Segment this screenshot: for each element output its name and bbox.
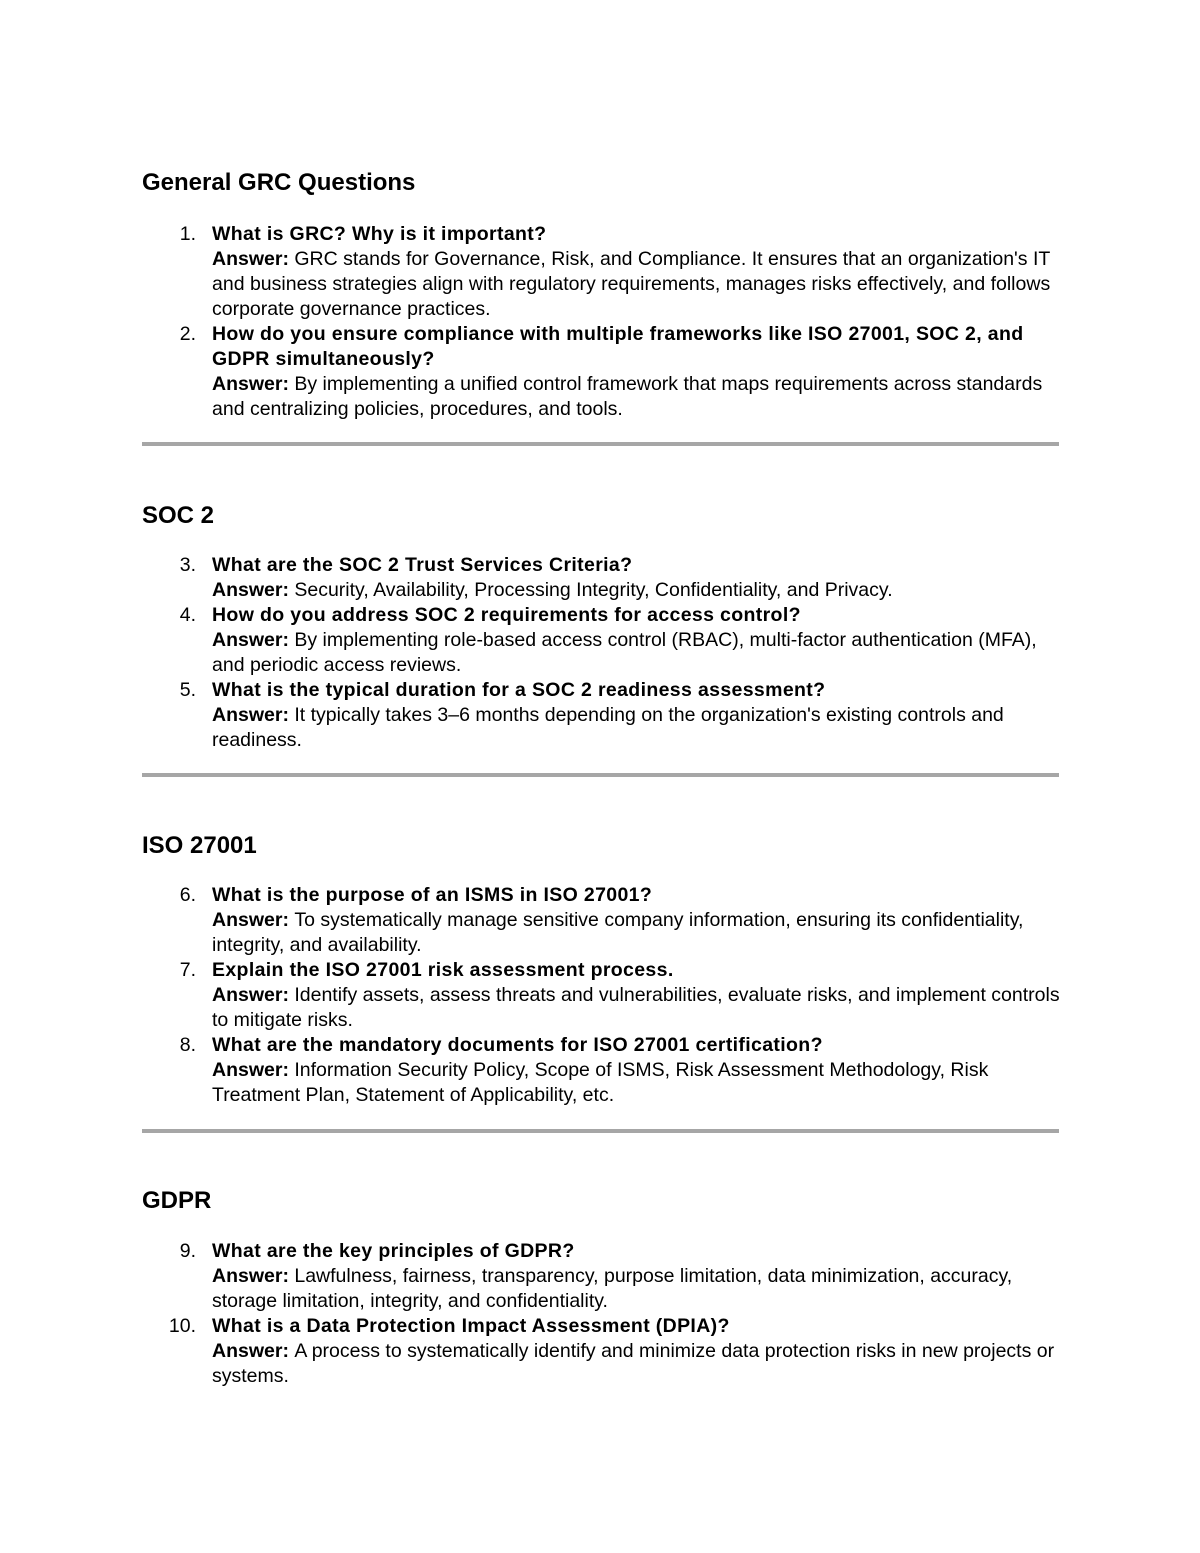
answer-text: Information Security Policy, Scope of ISMS, Risk Assessment Methodology, Risk Treatment Plan, Statement of Applicability, etc. <box>212 1059 989 1106</box>
question-text: What is GRC? Why is it important? <box>212 223 547 245</box>
answer-text: A process to systematically identify and minimize data protection risks in new projects or systems. <box>212 1340 1055 1387</box>
answer-label: Answer: <box>212 629 295 651</box>
question-number: 6. <box>179 884 196 906</box>
question-text: What are the key principles of GDPR? <box>212 1240 575 1262</box>
answer-text: GRC stands for Governance, Risk, and Compliance. It ensures that an organization's IT and business strategies align with regulatory requirements, manages risks effectively, and follows corporate governance practices. <box>212 248 1051 320</box>
question-list-soc2 <box>0 553 1200 753</box>
answer-text: Identify assets, assess threats and vulnerabilities, evaluate risks, and implement controls to mitigate risks. <box>212 984 1060 1031</box>
answer-text: By implementing role-based access control (RBAC), multi-factor authentication (MFA), and periodic access reviews. <box>212 629 1037 676</box>
answer-text: To systematically manage sensitive company information, ensuring its confidentiality, integrity, and availability. <box>212 909 1024 956</box>
question-item <box>0 553 1060 603</box>
question-item <box>0 222 1060 322</box>
question-text: Explain the ISO 27001 risk assessment process. <box>212 959 674 981</box>
question-list-gdpr <box>0 1239 1200 1389</box>
answer-label: Answer: <box>212 1340 295 1362</box>
question-number: 8. <box>179 1034 196 1056</box>
question-text: What is the typical duration for a SOC 2 readiness assessment? <box>212 679 826 701</box>
section-heading-soc2: SOC 2 <box>142 502 215 529</box>
answer-label: Answer: <box>212 984 295 1006</box>
question-number: 10. <box>168 1315 196 1337</box>
question-list-iso27001 <box>0 883 1200 1108</box>
question-item <box>0 603 1060 678</box>
question-number: 2. <box>179 323 196 345</box>
question-number: 1. <box>179 223 196 245</box>
question-number: 5. <box>179 679 196 701</box>
section-heading-gdpr: GDPR <box>142 1187 212 1214</box>
question-item <box>0 1239 1060 1314</box>
answer-label: Answer: <box>212 248 295 270</box>
question-text: What is the purpose of an ISMS in ISO 27001? <box>212 884 653 906</box>
question-text: What are the SOC 2 Trust Services Criteria? <box>212 554 633 576</box>
section-heading-iso27001: ISO 27001 <box>142 832 257 859</box>
answer-label: Answer: <box>212 579 295 601</box>
answer-label: Answer: <box>212 909 295 931</box>
question-item <box>0 1033 1060 1108</box>
question-number: 7. <box>179 959 196 981</box>
answer-text: Security, Availability, Processing Integrity, Confidentiality, and Privacy. <box>294 579 893 601</box>
question-text: What are the mandatory documents for ISO 27001 certification? <box>212 1034 823 1056</box>
answer-label: Answer: <box>212 704 295 726</box>
question-item <box>0 958 1060 1033</box>
question-text: How do you address SOC 2 requirements for access control? <box>212 604 801 626</box>
question-number: 9. <box>179 1240 196 1262</box>
question-item <box>0 883 1060 958</box>
answer-text: By implementing a unified control framework that maps requirements across standards and centralizing policies, procedures, and tools. <box>212 373 1043 420</box>
question-item <box>0 322 1060 422</box>
answer-label: Answer: <box>212 1059 295 1081</box>
question-item <box>0 1314 1060 1389</box>
question-text: How do you ensure compliance with multiple frameworks like ISO 27001, SOC 2, and GDPR simultaneously? <box>212 323 1024 370</box>
question-number: 3. <box>179 554 196 576</box>
section-heading-general-grc: General GRC Questions <box>142 169 416 196</box>
answer-label: Answer: <box>212 373 295 395</box>
section-divider <box>142 442 1059 446</box>
answer-label: Answer: <box>212 1265 295 1287</box>
section-divider <box>142 1129 1059 1133</box>
question-item <box>0 678 1060 753</box>
question-list-general-grc <box>0 222 1200 422</box>
question-number: 4. <box>179 604 196 626</box>
section-divider <box>142 773 1059 777</box>
question-text: What is a Data Protection Impact Assessment (DPIA)? <box>212 1315 730 1337</box>
answer-text: It typically takes 3–6 months depending on the organization's existing controls and readiness. <box>212 704 1004 751</box>
answer-text: Lawfulness, fairness, transparency, purpose limitation, data minimization, accuracy, storage limitation, integrity, and confidentiality. <box>212 1265 1013 1312</box>
